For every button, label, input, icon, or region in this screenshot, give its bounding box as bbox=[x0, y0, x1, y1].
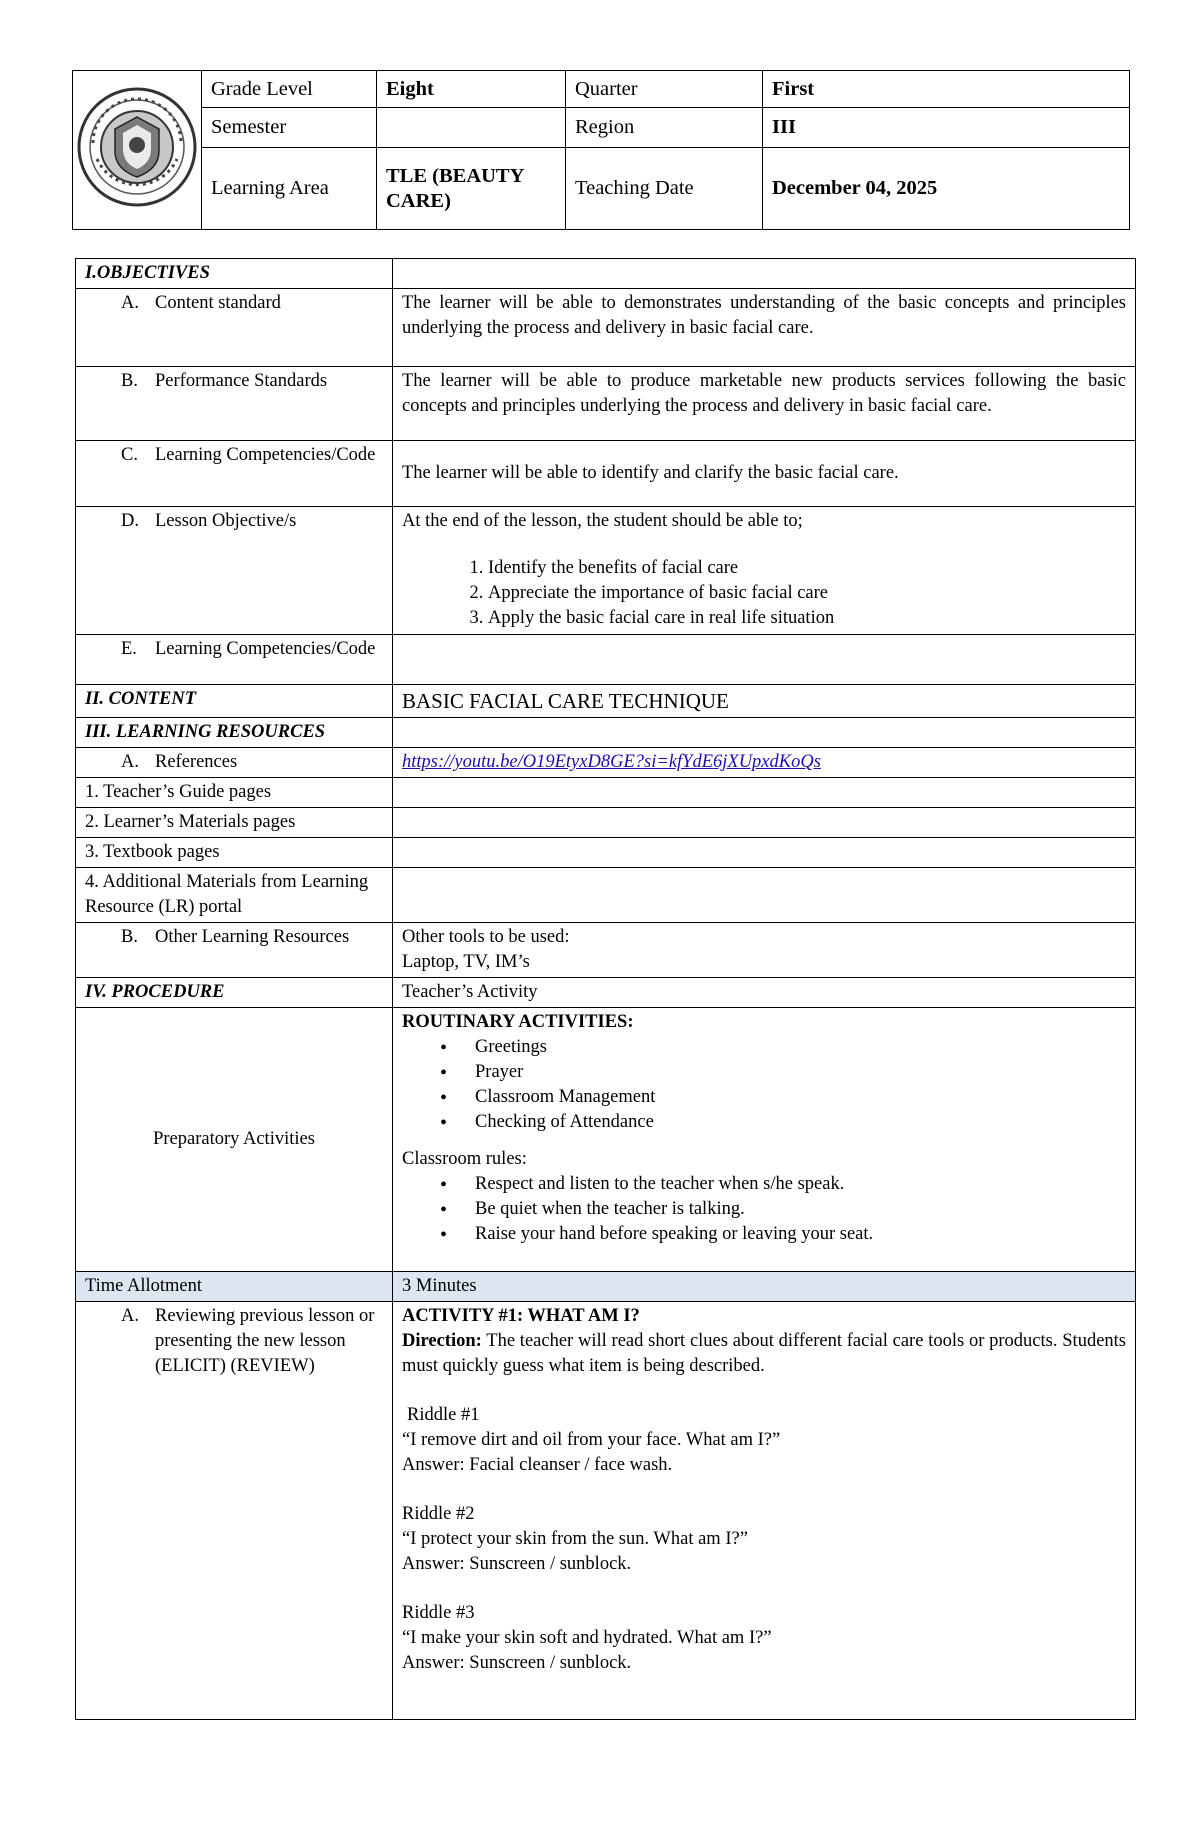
list-item: • Checking of Attendance bbox=[402, 1110, 1126, 1135]
lesson-plan-table: I.OBJECTIVES A. Content standard The learner will be able to demonstrates understanding of the basic concepts and principles underlying the process and delivery in basic facial care. B. Performance Standards The learner will be able to produce marketable new products services following the basic concepts and principles underlying the process and delivery in basic facial care. C. Learning Competencies/Code The learner will be able to identify and clarify the basic facial care. D. Lesson Objective/s At the end of the lesson, the student should be able to; 1. Identify the benefits of facial care 2. Appreciate the importance of basic facial care 3. Apply the basic facial care in real life situation E. Learning Competencies/Code II. CONTENT BASIC FACIAL CARE TECHNIQUE III. LEARNING RESOURCES A. References https://youtu.be/O19EtyxD8GE?si=kfYdE6jXUpxdKoQs 1. Teacher’s Guide pages 2. Learner’s Materials pages 3. Textbook pages 4. Additional Materials from Learning Resource (LR) portal B. Other Learning Resources Other tools to be used: Laptop, TV, IM’s IV. PROCEDURE Teacher’s Activity Preparatory Activities ROUTINARY ACTIVITIES: • Greetings • Prayer • Classroom Management • Checking of Attendance Classroom rules: • Respect and listen to the teacher when s/he speak. • Be quiet when the teacher is talking. • Raise your hand before speaking or leaving your seat. Time Allotment 3 Minutes A. Reviewing previous lesson or presenting the new lesson (ELICIT) (REVIEW) ACTIVITY #1: WHAT AM I? Direction: The teacher will read short clues about different facial care tools or products. Students must quickly guess what item is being described. Riddle #1 “I remove dirt and oil from your face. What am I?” Answer: Facial cleanser / face wash. Riddle #2 “I protect your skin from the sun. What am I?” Answer: Sunscreen / sunblock. Riddle #3 “I make your skin soft and hydrated. What am I?” Answer: Sunscreen / sunblock. bbox=[75, 258, 1136, 1720]
region-value: III bbox=[763, 108, 1130, 148]
learning-competencies-text: The learner will be able to identify and clarify the basic facial care. bbox=[393, 440, 1136, 506]
lesson-objectives-list bbox=[402, 556, 1126, 631]
content-standard-label: Content standard bbox=[155, 292, 281, 313]
activity-direction: Direction: The teacher will read short clues about different facial care tools or products. Students must quickly guess what item is being described. bbox=[402, 1330, 1126, 1376]
riddle-answer: Answer: Sunscreen / sunblock. bbox=[402, 1553, 632, 1574]
learners-materials-label: 2. Learner’s Materials pages bbox=[76, 808, 393, 838]
learning-competencies-label: Learning Competencies/Code bbox=[155, 444, 376, 465]
list-item: • Greetings bbox=[402, 1035, 1126, 1060]
procedure-heading: IV. PROCEDURE bbox=[76, 978, 393, 1008]
performance-standards-text: The learner will be able to produce marketable new products services following the basic concepts and principles underlying the process and delivery in basic facial care. bbox=[393, 366, 1136, 440]
content-standard-text: The learner will be able to demonstrates understanding of the basic concepts and principles underlying the process and delivery in basic facial care. bbox=[393, 288, 1136, 366]
riddle-clue: “I protect your skin from the sun. What am I?” bbox=[402, 1528, 748, 1549]
list-item: • Raise your hand before speaking or leaving your seat. bbox=[402, 1222, 1126, 1247]
learning-area-value: TLE (BEAUTY CARE) bbox=[377, 148, 566, 230]
riddle-clue: “I make your skin soft and hydrated. What am I?” bbox=[402, 1627, 772, 1648]
grade-level-label: Grade Level bbox=[202, 71, 377, 108]
activity-cell bbox=[393, 1301, 1136, 1719]
preparatory-activities-label: Preparatory Activities bbox=[76, 1008, 393, 1272]
list-item: 1. Identify the benefits of facial care bbox=[488, 556, 1126, 581]
deped-seal-icon bbox=[75, 85, 199, 209]
learning-resources-heading: III. LEARNING RESOURCES bbox=[76, 718, 393, 748]
semester-value bbox=[377, 108, 566, 148]
routinary-title: ROUTINARY ACTIVITIES: bbox=[402, 1012, 634, 1032]
grade-level-value: Eight bbox=[377, 71, 566, 108]
textbook-pages-label: 3. Textbook pages bbox=[76, 838, 393, 868]
content-heading: II. CONTENT bbox=[76, 684, 393, 717]
preparatory-activities-cell bbox=[393, 1008, 1136, 1272]
additional-materials-label: 4. Additional Materials from Learning Resource (LR) portal bbox=[76, 868, 393, 923]
lesson-objectives-intro: At the end of the lesson, the student should be able to; bbox=[402, 510, 803, 531]
teaching-date-value: December 04, 2025 bbox=[763, 148, 1130, 230]
other-tools-value: Laptop, TV, IM’s bbox=[402, 952, 530, 973]
logo-cell bbox=[73, 71, 202, 230]
teaching-date-label: Teaching Date bbox=[566, 148, 763, 230]
riddle-clue: “I remove dirt and oil from your face. What am I?” bbox=[402, 1429, 781, 1450]
reference-link[interactable]: https://youtu.be/O19EtyxD8GE?si=kfYdE6jXUpxdKoQs bbox=[402, 752, 821, 773]
riddle-answer: Answer: Sunscreen / sunblock. bbox=[402, 1652, 632, 1673]
lesson-objectives-cell bbox=[393, 506, 1136, 634]
learning-competencies-e-label: Learning Competencies/Code bbox=[155, 638, 376, 659]
objectives-heading: I.OBJECTIVES bbox=[76, 259, 393, 289]
other-tools-label: Other tools to be used: bbox=[402, 927, 570, 948]
rules-title: Classroom rules: bbox=[402, 1148, 527, 1169]
semester-label: Semester bbox=[202, 108, 377, 148]
performance-standards-label: Performance Standards bbox=[155, 370, 328, 391]
references-label: References bbox=[155, 752, 238, 773]
review-label: Reviewing previous lesson or presenting the new lesson (ELICIT) (REVIEW) bbox=[155, 1305, 375, 1376]
content-value: BASIC FACIAL CARE TECHNIQUE bbox=[393, 684, 1136, 717]
region-label: Region bbox=[566, 108, 763, 148]
quarter-label: Quarter bbox=[566, 71, 763, 108]
teachers-guide-label: 1. Teacher’s Guide pages bbox=[76, 778, 393, 808]
time-allotment-value: 3 Minutes bbox=[393, 1272, 1136, 1302]
other-resources-label: Other Learning Resources bbox=[155, 927, 350, 948]
list-item: 3. Apply the basic facial care in real life situation bbox=[488, 606, 1126, 631]
riddle-answer: Answer: Facial cleanser / face wash. bbox=[402, 1454, 673, 1475]
list-item: • Classroom Management bbox=[402, 1085, 1126, 1110]
list-item: 2. Appreciate the importance of basic facial care bbox=[488, 581, 1126, 606]
learning-area-label: Learning Area bbox=[202, 148, 377, 230]
header-table bbox=[72, 70, 1130, 230]
riddle-title: Riddle #1 bbox=[407, 1404, 480, 1425]
lesson-objectives-label: Lesson Objective/s bbox=[155, 510, 297, 531]
time-allotment-label: Time Allotment bbox=[76, 1272, 393, 1302]
teachers-activity-label: Teacher’s Activity bbox=[393, 978, 1136, 1008]
riddle-title: Riddle #2 bbox=[402, 1503, 475, 1524]
list-item: • Respect and listen to the teacher when s/he speak. bbox=[402, 1172, 1126, 1197]
activity-title: ACTIVITY #1: WHAT AM I? bbox=[402, 1305, 640, 1326]
rules-list bbox=[402, 1172, 1126, 1247]
list-item: • Be quiet when the teacher is talking. bbox=[402, 1197, 1126, 1222]
riddle-title: Riddle #3 bbox=[402, 1602, 475, 1623]
list-item: • Prayer bbox=[402, 1060, 1126, 1085]
quarter-value: First bbox=[763, 71, 1130, 108]
routinary-list bbox=[402, 1035, 1126, 1135]
